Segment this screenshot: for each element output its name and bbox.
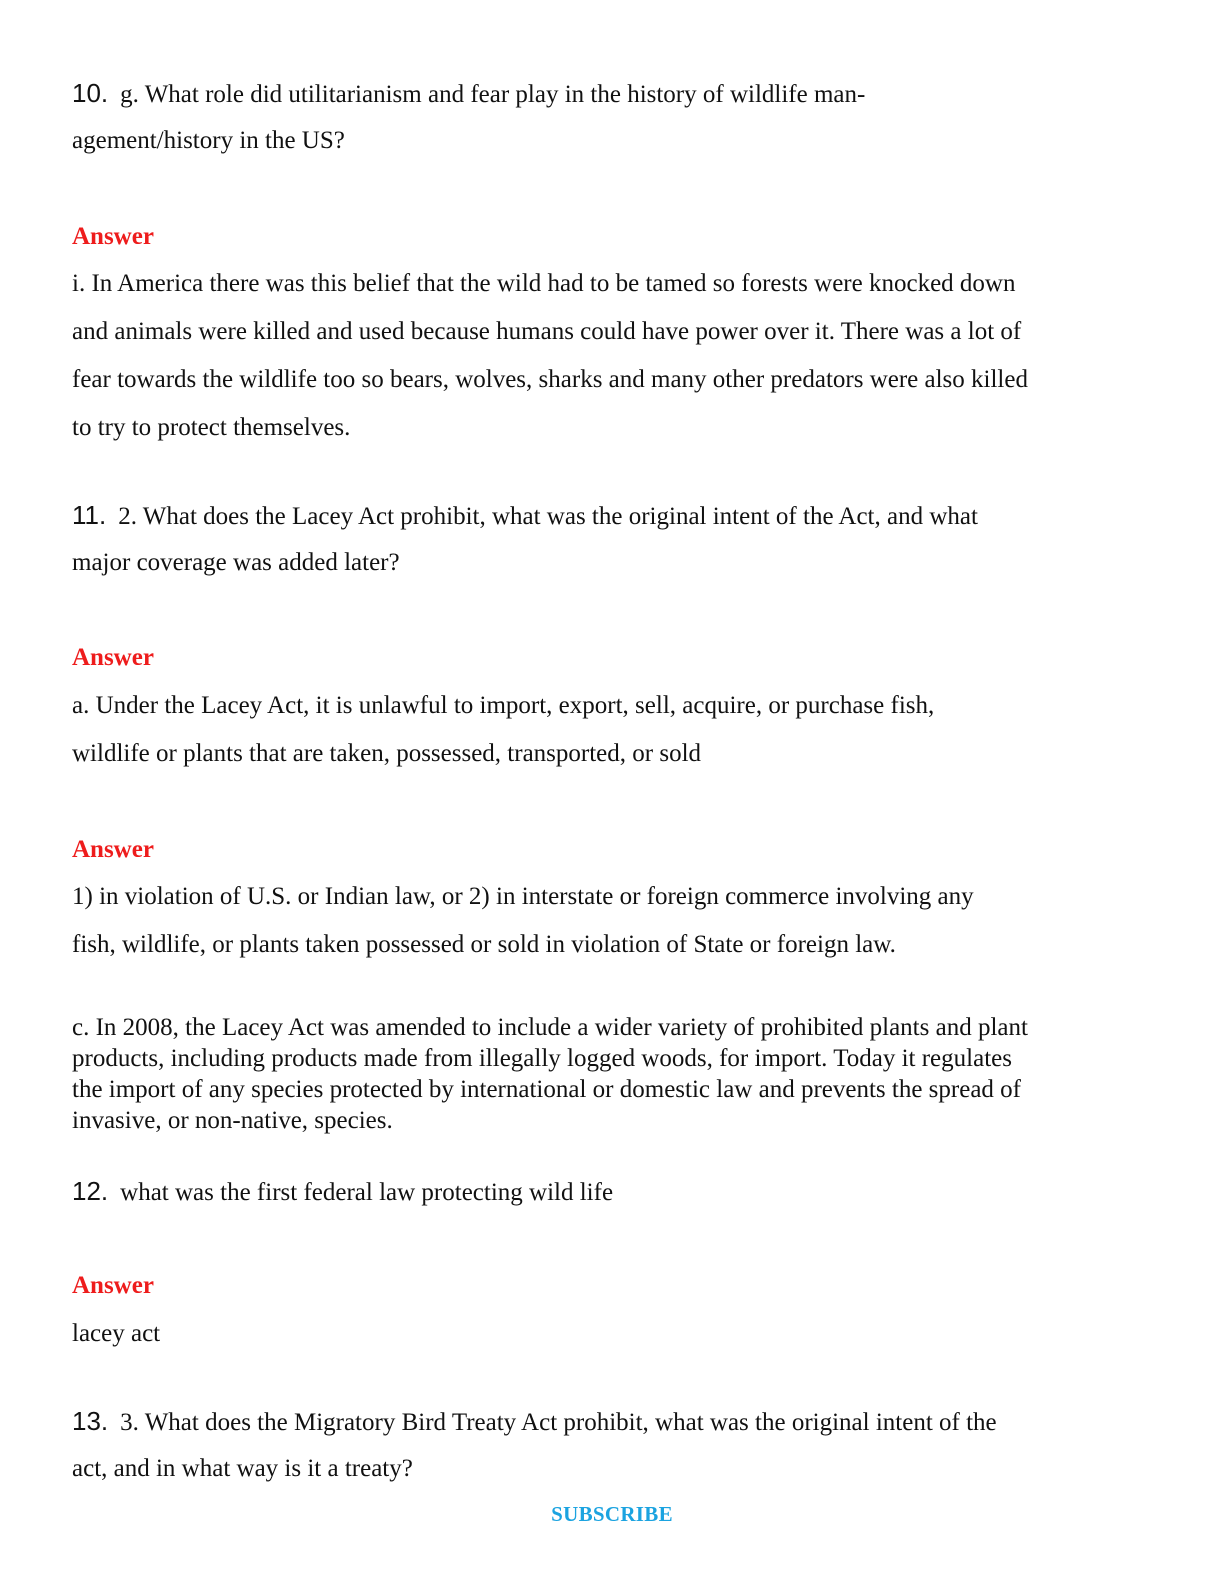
question-number: 12.: [72, 1176, 109, 1206]
answer-text: to try to protect themselves.: [72, 414, 351, 441]
question-number: 13.: [72, 1406, 109, 1436]
answer-text: 1) in violation of U.S. or Indian law, or 2) in interstate or foreign commerce involving any: [72, 883, 974, 910]
question-12: [72, 1176, 613, 1208]
question-text: 2. What does the Lacey Act prohibit, what was the original intent of the Act, and what: [118, 503, 978, 530]
answer-text: the import of any species protected by international or domestic law and prevents the spread of: [72, 1076, 1021, 1103]
answer-text: fear towards the wildlife too so bears, wolves, sharks and many other predators were also killed: [72, 366, 1028, 393]
question-11: [72, 500, 978, 532]
answer-text: i. In America there was this belief that the wild had to be tamed so forests were knocked down: [72, 270, 1016, 297]
question-text-continued: act, and in what way is it a treaty?: [72, 1455, 413, 1482]
question-text: what was the first federal law protecting wild life: [120, 1179, 614, 1206]
answer-text: wildlife or plants that are taken, possessed, transported, or sold: [72, 740, 702, 767]
question-text-continued: agement/history in the US?: [72, 127, 345, 154]
answer-text: and animals were killed and used because humans could have power over it. There was a lot of: [72, 318, 1022, 345]
question-10: [72, 78, 865, 110]
question-13: [72, 1406, 997, 1438]
answer-text: lacey act: [72, 1320, 161, 1347]
answer-text: invasive, or non-native, species.: [72, 1107, 393, 1134]
question-number: 10.: [72, 78, 109, 108]
subscribe-link[interactable]: SUBSCRIBE: [551, 1502, 673, 1526]
question-text-continued: major coverage was added later?: [72, 549, 400, 576]
answer-text: fish, wildlife, or plants taken possessed or sold in violation of State or foreign law.: [72, 931, 896, 958]
answer-label: Answer: [72, 644, 154, 671]
question-number: 11.: [72, 500, 107, 530]
answer-label: Answer: [72, 223, 154, 250]
question-text: 3. What does the Migratory Bird Treaty Act prohibit, what was the original intent of the: [120, 1409, 997, 1436]
answer-label: Answer: [72, 836, 154, 863]
answer-text: products, including products made from illegally logged woods, for import. Today it regulates: [72, 1045, 1012, 1072]
answer-text: a. Under the Lacey Act, it is unlawful to import, export, sell, acquire, or purchase fish,: [72, 692, 935, 719]
answer-text: c. In 2008, the Lacey Act was amended to include a wider variety of prohibited plants and plant: [72, 1014, 1028, 1041]
question-text: g. What role did utilitarianism and fear play in the history of wildlife man-: [120, 81, 866, 108]
answer-label: Answer: [72, 1272, 154, 1299]
